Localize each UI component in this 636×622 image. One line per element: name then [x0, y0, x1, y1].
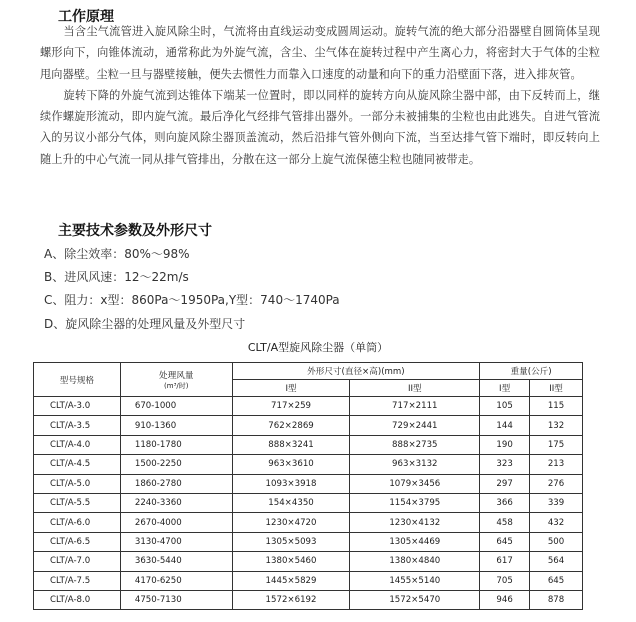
table-row [34, 513, 583, 532]
cell-dims-type1: 1380×5460 [232, 552, 350, 571]
principle-text [40, 21, 600, 170]
table-row [34, 493, 583, 512]
cell-dims-type2: 717×2111 [350, 397, 480, 416]
cell-model: CLT/A-3.0 [34, 397, 121, 416]
cell-dims-type1: 154×4350 [232, 493, 350, 512]
table-row [34, 435, 583, 454]
header-model: 型号规格 [34, 363, 121, 397]
header-dims: 外形尺寸(直径×高)(mm) [232, 363, 480, 380]
cell-model: CLT/A-7.5 [34, 571, 121, 590]
cell-weight-type2: 175 [530, 435, 583, 454]
cell-dims-type1: 1305×5093 [232, 532, 350, 551]
section-title-principle: 工作原理 [58, 9, 114, 25]
cell-weight-type2: 878 [530, 590, 583, 609]
cell-dims-type2: 1154×3795 [350, 493, 480, 512]
cell-model: CLT/A-6.0 [34, 513, 121, 532]
cell-model: CLT/A-4.0 [34, 435, 121, 454]
cell-weight-type1: 458 [480, 513, 530, 532]
cell-model: CLT/A-8.0 [34, 590, 121, 609]
cell-dims-type1: 1445×5829 [232, 571, 350, 590]
header-weight: 重量(公斤) [480, 363, 583, 380]
table-row [34, 571, 583, 590]
cell-dims-type1: 1093×3918 [232, 474, 350, 493]
cell-dims-type2: 1380×4840 [350, 552, 480, 571]
header-weight-type2: II型 [530, 380, 583, 397]
header-dims-type2: II型 [350, 380, 480, 397]
header-dims-type1: I型 [232, 380, 350, 397]
table-row [34, 416, 583, 435]
principle-paragraph-2: 旋转下降的外旋气流到达锥体下端某一位置时，即以同样的旋转方向从旋风除尘器中部，由下反转而上，继续作螺旋形流动，即内旋气流。最后净化气经排气管排出器外。一部分未被捕集的尘粒也由此逃失。自进气管流入的另议小部分气体，则向旋风除尘器顶盖流动，然后沿排气管外侧向下流，当至达排气管下端时，即反转向上随上升的中心气流一同从排气管排出，分散在这一部分上旋气流保德尘粒也随同被带走。 [40, 88, 600, 166]
cell-airflow: 2240-3360 [120, 493, 232, 512]
header-airflow-unit: (m³/时) [164, 381, 189, 390]
cell-weight-type2: 213 [530, 455, 583, 474]
cell-airflow: 3130-4700 [120, 532, 232, 551]
table-row [34, 532, 583, 551]
cell-weight-type2: 564 [530, 552, 583, 571]
cell-weight-type1: 946 [480, 590, 530, 609]
table-row [34, 455, 583, 474]
cell-weight-type2: 500 [530, 532, 583, 551]
cell-dims-type2: 888×2735 [350, 435, 480, 454]
cell-airflow: 1860-2780 [120, 474, 232, 493]
cell-dims-type1: 717×259 [232, 397, 350, 416]
cell-airflow: 1180-1780 [120, 435, 232, 454]
cell-dims-type1: 1230×4720 [232, 513, 350, 532]
cell-airflow: 2670-4000 [120, 513, 232, 532]
cell-dims-type1: 762×2869 [232, 416, 350, 435]
table-header-row [34, 363, 583, 380]
table-row [34, 474, 583, 493]
cell-weight-type2: 339 [530, 493, 583, 512]
cell-airflow: 4750-7130 [120, 590, 232, 609]
cell-dims-type1: 888×3241 [232, 435, 350, 454]
cell-weight-type1: 645 [480, 532, 530, 551]
spec-table [33, 362, 583, 610]
cell-weight-type1: 297 [480, 474, 530, 493]
cell-airflow: 910-1360 [120, 416, 232, 435]
spec-resistance: C、阻力：x型：860Pa～1950Pa,Y型：740～1740Pa [44, 293, 340, 307]
cell-airflow: 3630-5440 [120, 552, 232, 571]
cell-dims-type1: 963×3610 [232, 455, 350, 474]
cell-weight-type2: 132 [530, 416, 583, 435]
header-airflow-label: 处理风量 [159, 370, 194, 381]
principle-paragraph-1: 当含尘气流管进入旋风除尘时，气流将由直线运动变成圆周运动。旋转气流的绝大部分沿器壁自圆筒体呈现螺形向下，向锥体流动，通常称此为外旋气流，含尘、尘气体在旋转过程中产生离心力，将密封大于气体的尘粒甩向器壁。尘粒一旦与器壁接触，便失去惯性力而靠入口速度的动量和向下的重力沿壁面下落，进入排灰管。 [40, 25, 600, 81]
cell-weight-type1: 144 [480, 416, 530, 435]
cell-weight-type2: 432 [530, 513, 583, 532]
table-row [34, 590, 583, 609]
cell-weight-type2: 645 [530, 571, 583, 590]
cell-dims-type2: 963×3132 [350, 455, 480, 474]
cell-weight-type2: 115 [530, 397, 583, 416]
cell-weight-type1: 617 [480, 552, 530, 571]
cell-weight-type1: 366 [480, 493, 530, 512]
cell-dims-type2: 729×2441 [350, 416, 480, 435]
cell-dims-type1: 1572×6192 [232, 590, 350, 609]
cell-dims-type2: 1455×5140 [350, 571, 480, 590]
spec-efficiency: A、除尘效率：80%～98% [44, 247, 190, 261]
cell-model: CLT/A-5.5 [34, 493, 121, 512]
cell-model: CLT/A-3.5 [34, 416, 121, 435]
cell-weight-type2: 276 [530, 474, 583, 493]
cell-model: CLT/A-6.5 [34, 532, 121, 551]
cell-dims-type2: 1572×5470 [350, 590, 480, 609]
cell-weight-type1: 323 [480, 455, 530, 474]
cell-weight-type1: 105 [480, 397, 530, 416]
cell-model: CLT/A-5.0 [34, 474, 121, 493]
cell-model: CLT/A-4.5 [34, 455, 121, 474]
spec-airflow-dims: D、旋风除尘器的处理风量及外型尺寸 [44, 317, 246, 331]
cell-weight-type1: 190 [480, 435, 530, 454]
cell-dims-type2: 1305×4469 [350, 532, 480, 551]
table-row [34, 397, 583, 416]
cell-model: CLT/A-7.0 [34, 552, 121, 571]
table-row [34, 552, 583, 571]
cell-dims-type2: 1079×3456 [350, 474, 480, 493]
cell-airflow: 4170-6250 [120, 571, 232, 590]
cell-airflow: 670-1000 [120, 397, 232, 416]
section-title-specs: 主要技术参数及外形尺寸 [58, 223, 212, 239]
spec-inlet-speed: B、进风风速：12～22m/s [44, 270, 189, 284]
table-caption: CLT/A型旋风除尘器（单筒） [247, 341, 389, 354]
header-weight-type1: I型 [480, 380, 530, 397]
cell-weight-type1: 705 [480, 571, 530, 590]
cell-airflow: 1500-2250 [120, 455, 232, 474]
cell-dims-type2: 1230×4132 [350, 513, 480, 532]
header-airflow [120, 363, 232, 397]
